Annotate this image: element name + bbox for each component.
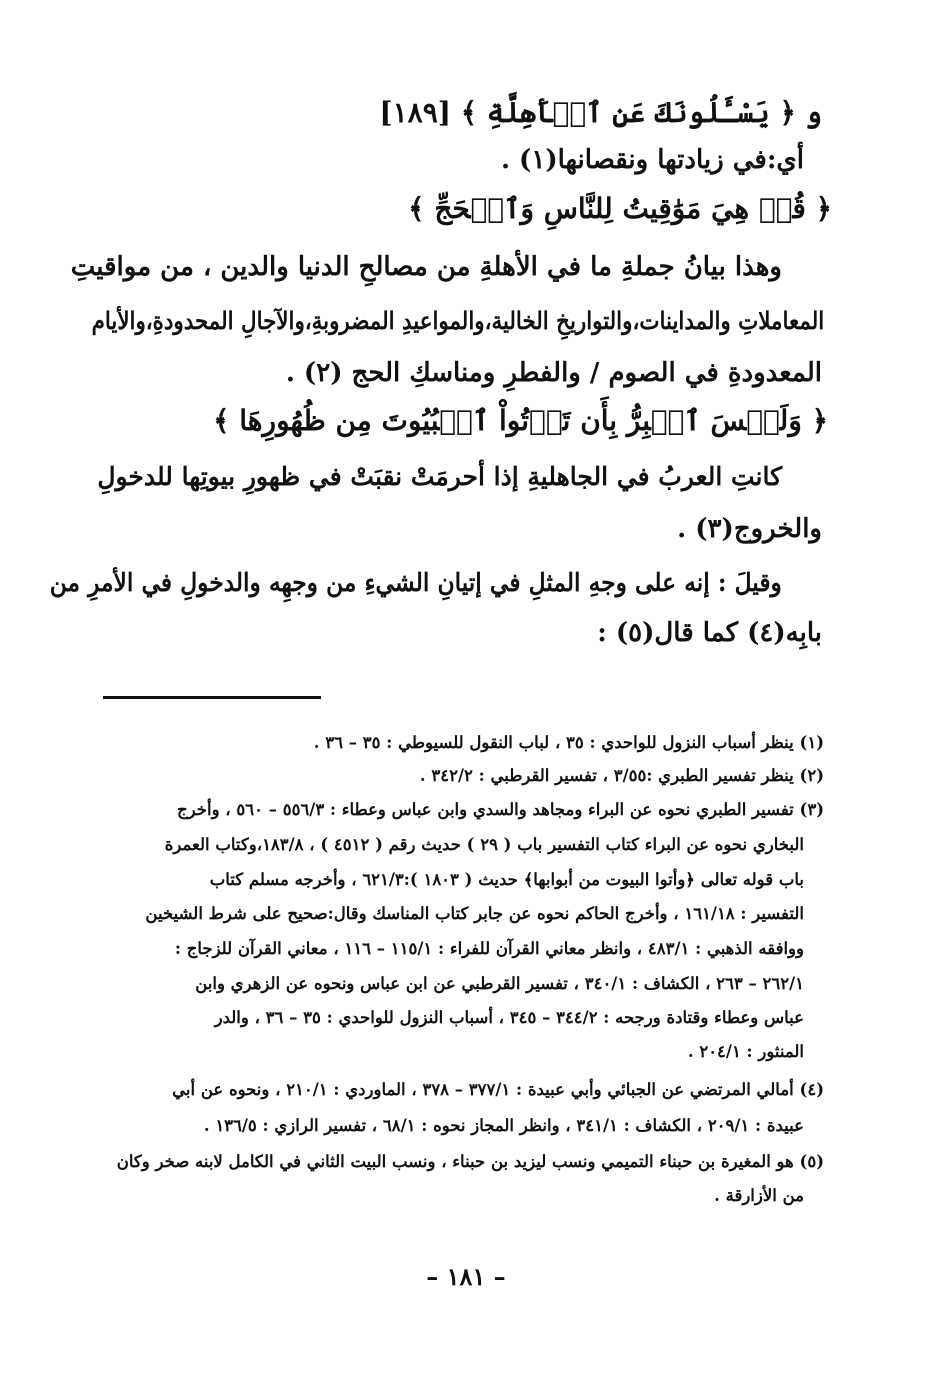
quran-verse-line: ﴿ قُلۡ هِيَ مَوَٰقِيتُ لِلنَّاسِ وَٱلۡحَجِّ ﴾	[408, 192, 832, 225]
footnote-line: ٢٦٢/١ – ٢٦٣ ، الكشاف : ٣٤٠/١ ، تفسير القرطبي عن ابن عباس ونحوه عن الزهري وابن	[195, 974, 804, 993]
body-text-line: المعدودةِ في الصوم / والفطرِ ومناسكِ الحج (٢) .	[285, 358, 822, 388]
footnote-line: المنثور : ٢٠٤/١ .	[687, 1042, 804, 1061]
body-text-line: بابِه(٤) كما قال(٥) :	[597, 618, 822, 648]
quran-verse-line: ﴿ وَلَيۡسَ ٱلۡبِرُّ بِأَن تَأۡتُواْ ٱلۡبُيُوتَ مِن ظُهُورِهَا ﴾	[213, 404, 828, 437]
footnote-line: البخاري نحوه عن البراء كتاب التفسير باب ( ٢٩ ) حديث رقم ( ٤٥١٢ ) ، ١٨٣/٨،وكتاب العمرة	[164, 835, 804, 854]
body-text-line: وقيلَ : إنه على وجهِ المثلِ في إتيانِ الشيءِ من وجهِه والدخولِ في الأمرِ من	[49, 568, 782, 597]
body-text-line: وهذا بيانُ جملةِ ما في الأهلةِ من مصالحِ الدنيا والدين ، من مواقيتِ	[70, 252, 782, 282]
footnote-line: عبيدة : ٢٠٩/١ ، الكشاف : ٣٤١/١ ، وانظر المجاز نحوه : ٦٨/١ ، تفسير الرازي : ١٣٦/٥ .	[203, 1116, 804, 1135]
footnote-line: باب قوله تعالى ﴿وأتوا البيوت من أبوابها﴾ حديث ( ١٨٠٣ ):٦٢١/٣ ، وأخرجه مسلم كتاب	[209, 870, 804, 889]
body-text-line: أي:في زيادتها ونقصانها(١) .	[500, 145, 804, 175]
body-text-line: المعاملاتِ والمداينات،والتواريخِ الخالية،والمواعيدِ المضروبةِ،والآجالِ المحدودةِ،والأيام	[91, 306, 824, 335]
footnote-line: التفسير : ١٦١/١٨ ، وأخرج الحاكم نحوه عن جابر كتاب المناسك وقال:صحيح على شرط الشيخين	[145, 904, 804, 923]
quran-verse-line: و ﴿ يَسْـَٔلُونَكَ عَنِ ٱلۡأَهِلَّةِ ﴾ [١٨٩]	[379, 96, 822, 129]
footnote-line: من الأزارقة .	[714, 1186, 804, 1205]
footnote-separator	[103, 696, 321, 699]
body-text-line: والخروج(٣) .	[677, 514, 822, 544]
footnote-line: عباس وعطاء وقتادة ورجحه : ٣٤٤/٢ – ٣٤٥ ، أسباب النزول للواحدي : ٣٥ – ٣٦ ، والدر	[214, 1008, 804, 1027]
footnote-line: ووافقه الذهبي : ٤٨٣/١ ، وانظر معاني القرآن للفراء : ١١٥/١ – ١١٦ ، معاني القرآن للزجاج :	[174, 939, 804, 958]
body-text-line: كانتِ العربُ في الجاهليةِ إذا أحرمَتْ نقبَتْ في ظهورِ بيوتِها للدخولِ	[97, 462, 782, 491]
footnote-line: (٢) ينظر تفسير الطبري :٣/٥٥ ، تفسير القرطبي : ٣٤٢/٢ .	[419, 766, 824, 785]
footnote-line: (٣) تفسير الطبري نحوه عن البراء ومجاهد والسدي وابن عباس وعطاء : ٥٥٦/٣ – ٥٦٠ ، وأخرج	[177, 800, 824, 819]
footnote-line: (١) ينظر أسباب النزول للواحدي : ٣٥ ، لباب النقول للسيوطي : ٣٥ – ٣٦ .	[313, 733, 824, 752]
page-number: – ١٨١ –	[426, 1262, 506, 1291]
footnote-line: (٥) هو المغيرة بن حبناء التميمي ونسب ليزيد بن حبناء ، ونسب البيت الثاني في الكامل لابنه صخر وكان	[116, 1152, 824, 1171]
footnote-line: (٤) أمالي المرتضي عن الجبائي وأبي عبيدة : ٣٧٧/١ – ٣٧٨ ، الماوردي : ٢١٠/١ ، ونحوه عن أبي	[172, 1080, 824, 1099]
